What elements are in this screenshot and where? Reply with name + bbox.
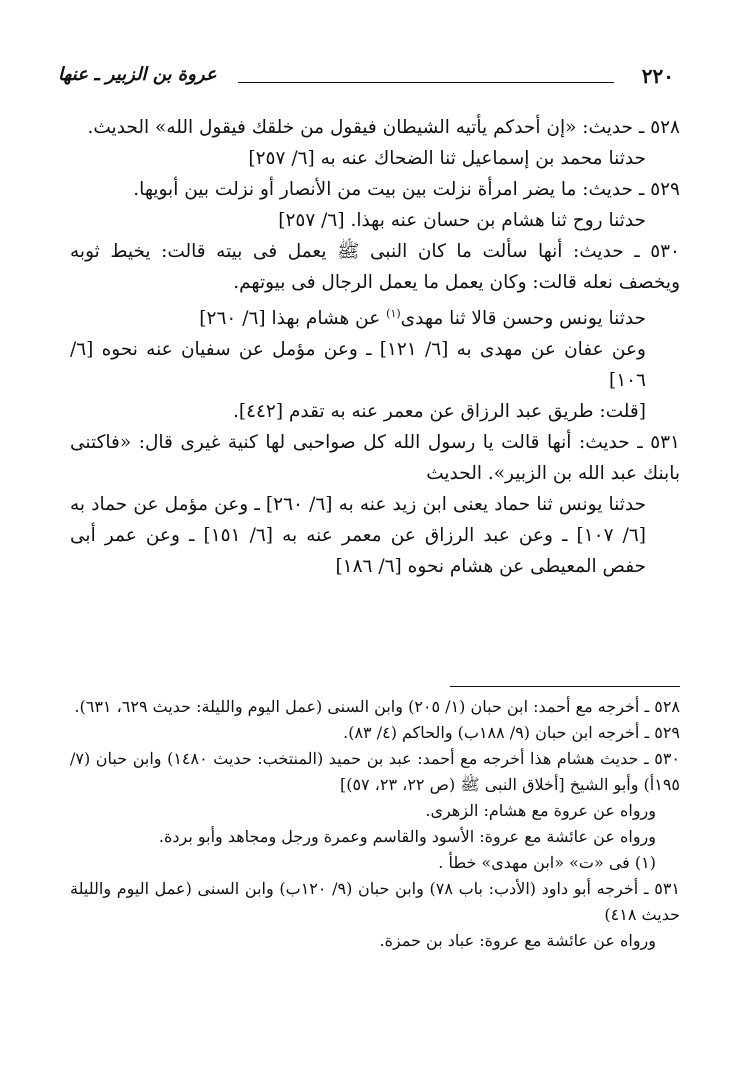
footnotes bbox=[70, 694, 680, 954]
footnote-529: ٥٢٩ ـ أخرجه ابن حبان (٩/ ١٨٨ب) والحاكم (٤/ ٨٣). bbox=[343, 723, 680, 742]
hadith-528: ٥٢٨ ـ حديث: «إن أحدكم يأتيه الشيطان فيقول من خلقك فيقول الله» الحديث. bbox=[87, 117, 680, 138]
isnad-530-text-end: عن هشام بهذا [٦/ ٢٦٠] bbox=[199, 308, 387, 330]
page-number: ٢٢٠ bbox=[641, 64, 674, 88]
isnad-530 bbox=[70, 298, 680, 334]
footnote-528: ٥٢٨ ـ أخرجه مع أحمد: ابن حبان (١/ ٢٠٥) وابن السنى (عمل اليوم والليلة: حديث ٦٢٩، ٦٣١). bbox=[74, 697, 680, 716]
footnote-marker: (١) bbox=[386, 307, 401, 320]
isnad-530-alt: وعن عفان عن مهدى به [٦/ ١٢١] ـ وعن مؤمل عن سفيان عنه نحوه [٦/ ١٠٦] bbox=[70, 339, 646, 392]
hadith-530: ٥٣٠ ـ حديث: أنها سألت ما كان النبى ﷺ يعمل فى بيته قالت: يخيط ثوبه ويخصف نعله قالت: وكان يعمل ما يعمل الرجال فى بيوتهم. bbox=[70, 241, 680, 293]
isnad-530-text: حدثنا يونس وحسن قالا ثنا مهدى bbox=[400, 308, 646, 330]
isnad-528: حدثنا محمد بن إسماعيل ثنا الضحاك عنه به [٦/ ٢٥٧] bbox=[248, 148, 646, 169]
footnote-530-narrators-1: ورواه عن عروة مع هشام: الزهرى. bbox=[425, 801, 656, 820]
hadith-529: ٥٢٩ ـ حديث: ما يضر امرأة نزلت بين بيت من الأنصار أو نزلت بين أبويها. bbox=[133, 179, 680, 200]
page-header bbox=[58, 64, 674, 92]
footnote-1: (١) فى «ت» «ابن مهدى» خطأ . bbox=[438, 853, 656, 872]
footnote-separator bbox=[450, 686, 680, 687]
main-text bbox=[70, 112, 680, 582]
footnote-531-narrators: ورواه عن عائشة مع عروة: عباد بن حمزة. bbox=[379, 931, 656, 950]
footnote-530-narrators-2: ورواه عن عائشة مع عروة: الأسود والقاسم وعمرة ورجل ومجاهد وأبو بردة. bbox=[158, 827, 656, 846]
isnad-529: حدثنا روح ثنا هشام بن حسان عنه بهذا. [٦/ ٢٥٧] bbox=[278, 210, 646, 231]
header-rule bbox=[238, 82, 614, 83]
hadith-531: ٥٣١ ـ حديث: أنها قالت يا رسول الله كل صواحبى لها كنية غيرى قال: «فاكتنى بابنك عبد الله بن الزبير». الحديث bbox=[70, 432, 680, 485]
running-title: عروة بن الزبير ـ عنها bbox=[58, 64, 217, 85]
editor-note: [قلت: طريق عبد الرزاق عن معمر عنه به تقدم [٤٤٢]. bbox=[232, 401, 646, 423]
footnote-530: ٥٣٠ ـ حديث هشام هذا أخرجه مع أحمد: عبد بن حميد (المنتخب: حديث ١٤٨٠) وابن حبان (٧/ ١٩٥أ) وأبو الشيخ [أخلاق النبى ﷺ (ص ٢٢، ٢٣، ٥٧)] bbox=[70, 749, 681, 794]
footnote-531: ٥٣١ ـ أخرجه أبو داود (الأدب: باب ٧٨) وابن حبان (٩/ ١٢٠ب) وابن السنى (عمل اليوم والليلة حديث ٤١٨) bbox=[70, 879, 680, 924]
isnad-531: حدثنا يونس ثنا حماد يعنى ابن زيد عنه به [٦/ ٢٦٠] ـ وعن مؤمل عن حماد به [٦/ ١٠٧] ـ وعن عبد الرزاق عن معمر عنه به [٦/ ١٥١] ـ وعن عمر أبى حفص المعيطى عن هشام نحوه [٦/ ١٨٦] bbox=[70, 494, 646, 578]
